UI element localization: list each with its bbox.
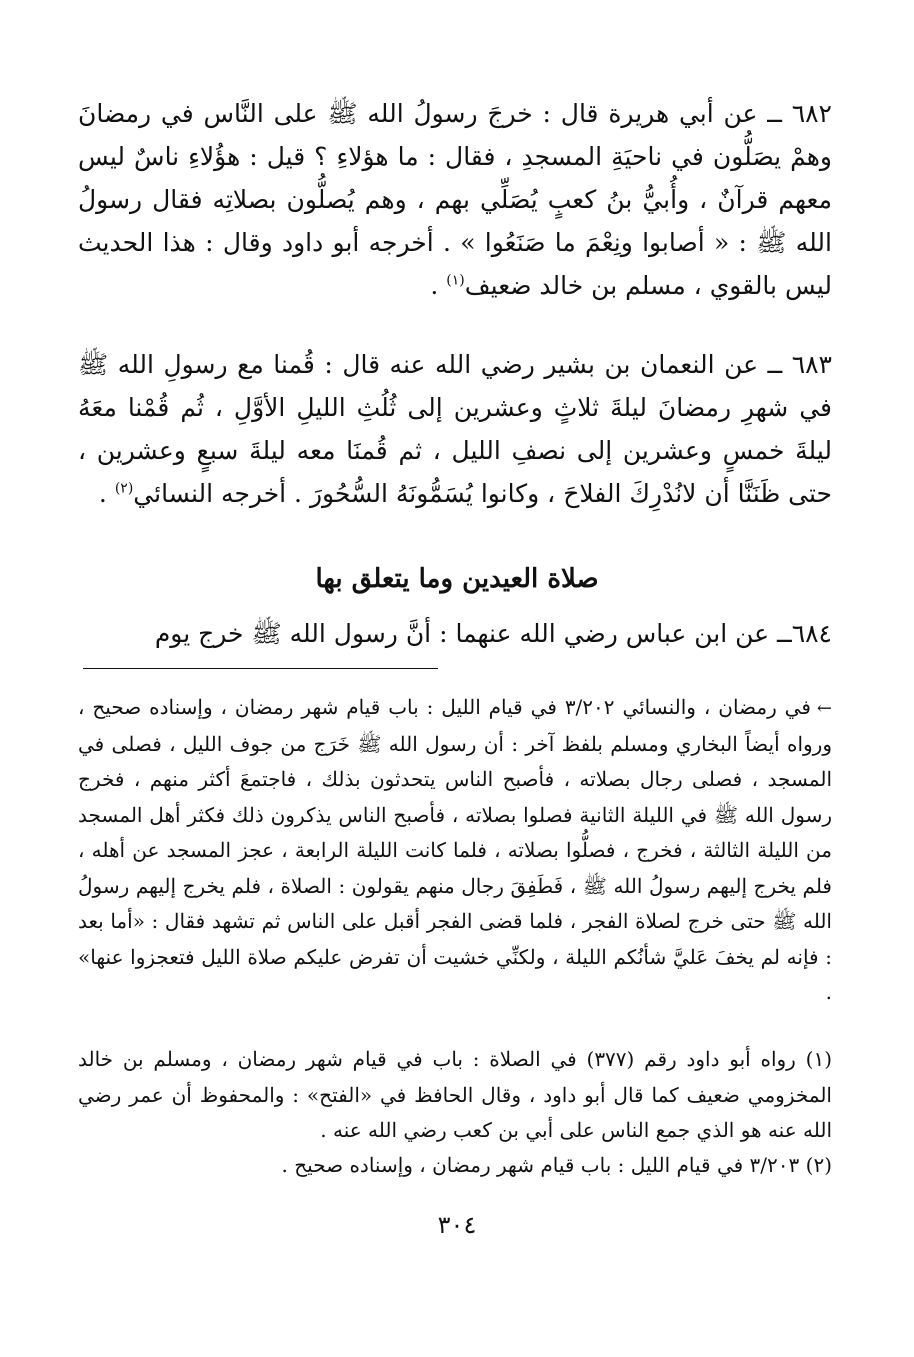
hadith-683-end: . [98, 479, 115, 508]
page-number: ٣٠٤ [437, 1211, 477, 1239]
hadith-683 [78, 343, 832, 515]
section-heading: صلاة العيدين وما يتعلق بها [315, 564, 599, 594]
footnote-ref-2: (٢) [114, 480, 134, 497]
footnote-2: (٢) ٣/٢٠٣ في قيام الليل : باب قيام شهر رمضان ، وإسناده صحيح . [281, 1153, 832, 1177]
footnote-1: (١) رواه أبو داود رقم (٣٧٧) في الصلاة : باب في قيام شهر رمضان ، ومسلم بن خالد المخزومي ضعيف كما قال أبو داود ، وقال الحافظ في «الفتح» : والمحفوظ أن عمر رضي الله عنه هو الذي جمع الناس على أبي بن كعب رضي الله عنه . [78, 1047, 832, 1142]
hadith-682-end: . [430, 271, 447, 300]
continuation-arrow-icon: ← [816, 698, 832, 719]
footnote-continued [78, 690, 832, 1011]
footnote-ref-1: (١) [446, 272, 465, 289]
hadith-682 [78, 92, 832, 307]
hadith-684 [78, 612, 832, 655]
footnote-continued-text: في رمضان ، والنسائي ٣/٢٠٢ في قيام الليل : باب قيام شهر رمضان ، وإسناده صحيح ، ورواه أيضاً البخاري ومسلم بلفظ آخر : أن رسول الله ﷺ خَرَج من جوف الليل ، فصلى في المسجد ، فصلى رجال بصلاته ، فأصبح الناس يتحدثون بذلك ، فاجتمعَ أكثر منهم ، فخرج رسول الله ﷺ في الليلة الثانية فصلوا بصلاته ، فأصبح الناس يذكرون ذلك فكثر أهل المسجد من الليلة الثالثة ، فخرج ، فصلُّوا بصلاته ، فلما كانت الليلة الرابعة ، عجز المسجد عن أهله ، فلم يخرج إليهم رسولُ الله ﷺ ، فَطَفِقَ رجال منهم يقولون : الصلاة ، فلم يخرج إليهم رسولُ الله ﷺ حتى خرج لصلاة الفجر ، فلما قضى الفجر أقبل على الناس ثم تشهد فقال : «أما بعد : فإنه لم يخفَ عَليَّ شأنُكم الليلة ، ولكنِّي خشيت أن تفرض عليكم صلاة الليل فتعجزوا عنها» . [78, 695, 832, 1004]
hadith-683-text: ٦٨٣ ــ عن النعمان بن بشير رضي الله عنه قال : قُمنا مع رسولِ الله ﷺ في شهرِ رمضانَ ليلةَ ثلاثٍ وعشرين إلى ثُلُثِ الليلِ الأوَّلِ ، ثُم قُمْنا معَهُ ليلةَ خمسٍ وعشرين إلى نصفِ الليل ، ثم قُمنَا معه ليلةَ سبعٍ وعشرين ، حتى ظَنَنَّا أن لانُدْرِكَ الفلاحَ ، وكانوا يُسَمُّونَهُ السُّحُورَ . أخرجه النسائي [78, 350, 832, 508]
footnote-separator [83, 668, 438, 669]
hadith-682-text: ٦٨٢ ــ عن أبي هريرة قال : خرجَ رسولُ الله ﷺ على النَّاس في رمضانَ وهمْ يصَلُّون في ناحيَةِ المسجدِ ، فقال : ما هؤلاءِ ؟ قيل : هؤُلاءِ ناسٌ ليس معهم قرآنٌ ، وأُبيُّ بنُ كعبٍ يُصَلِّي بهم ، وهم يُصلُّون بصلاتِه فقال رسولُ الله ﷺ : « أصابوا ونِعْمَ ما صَنَعُوا » . أخرجه أبو داود وقال : هذا الحديث ليس بالقوي ، مسلم بن خالد ضعيف [78, 99, 832, 300]
hadith-684-text: ٦٨٤ــ عن ابن عباس رضي الله عنهما : أنَّ رسول الله ﷺ خرج يوم [154, 619, 832, 648]
